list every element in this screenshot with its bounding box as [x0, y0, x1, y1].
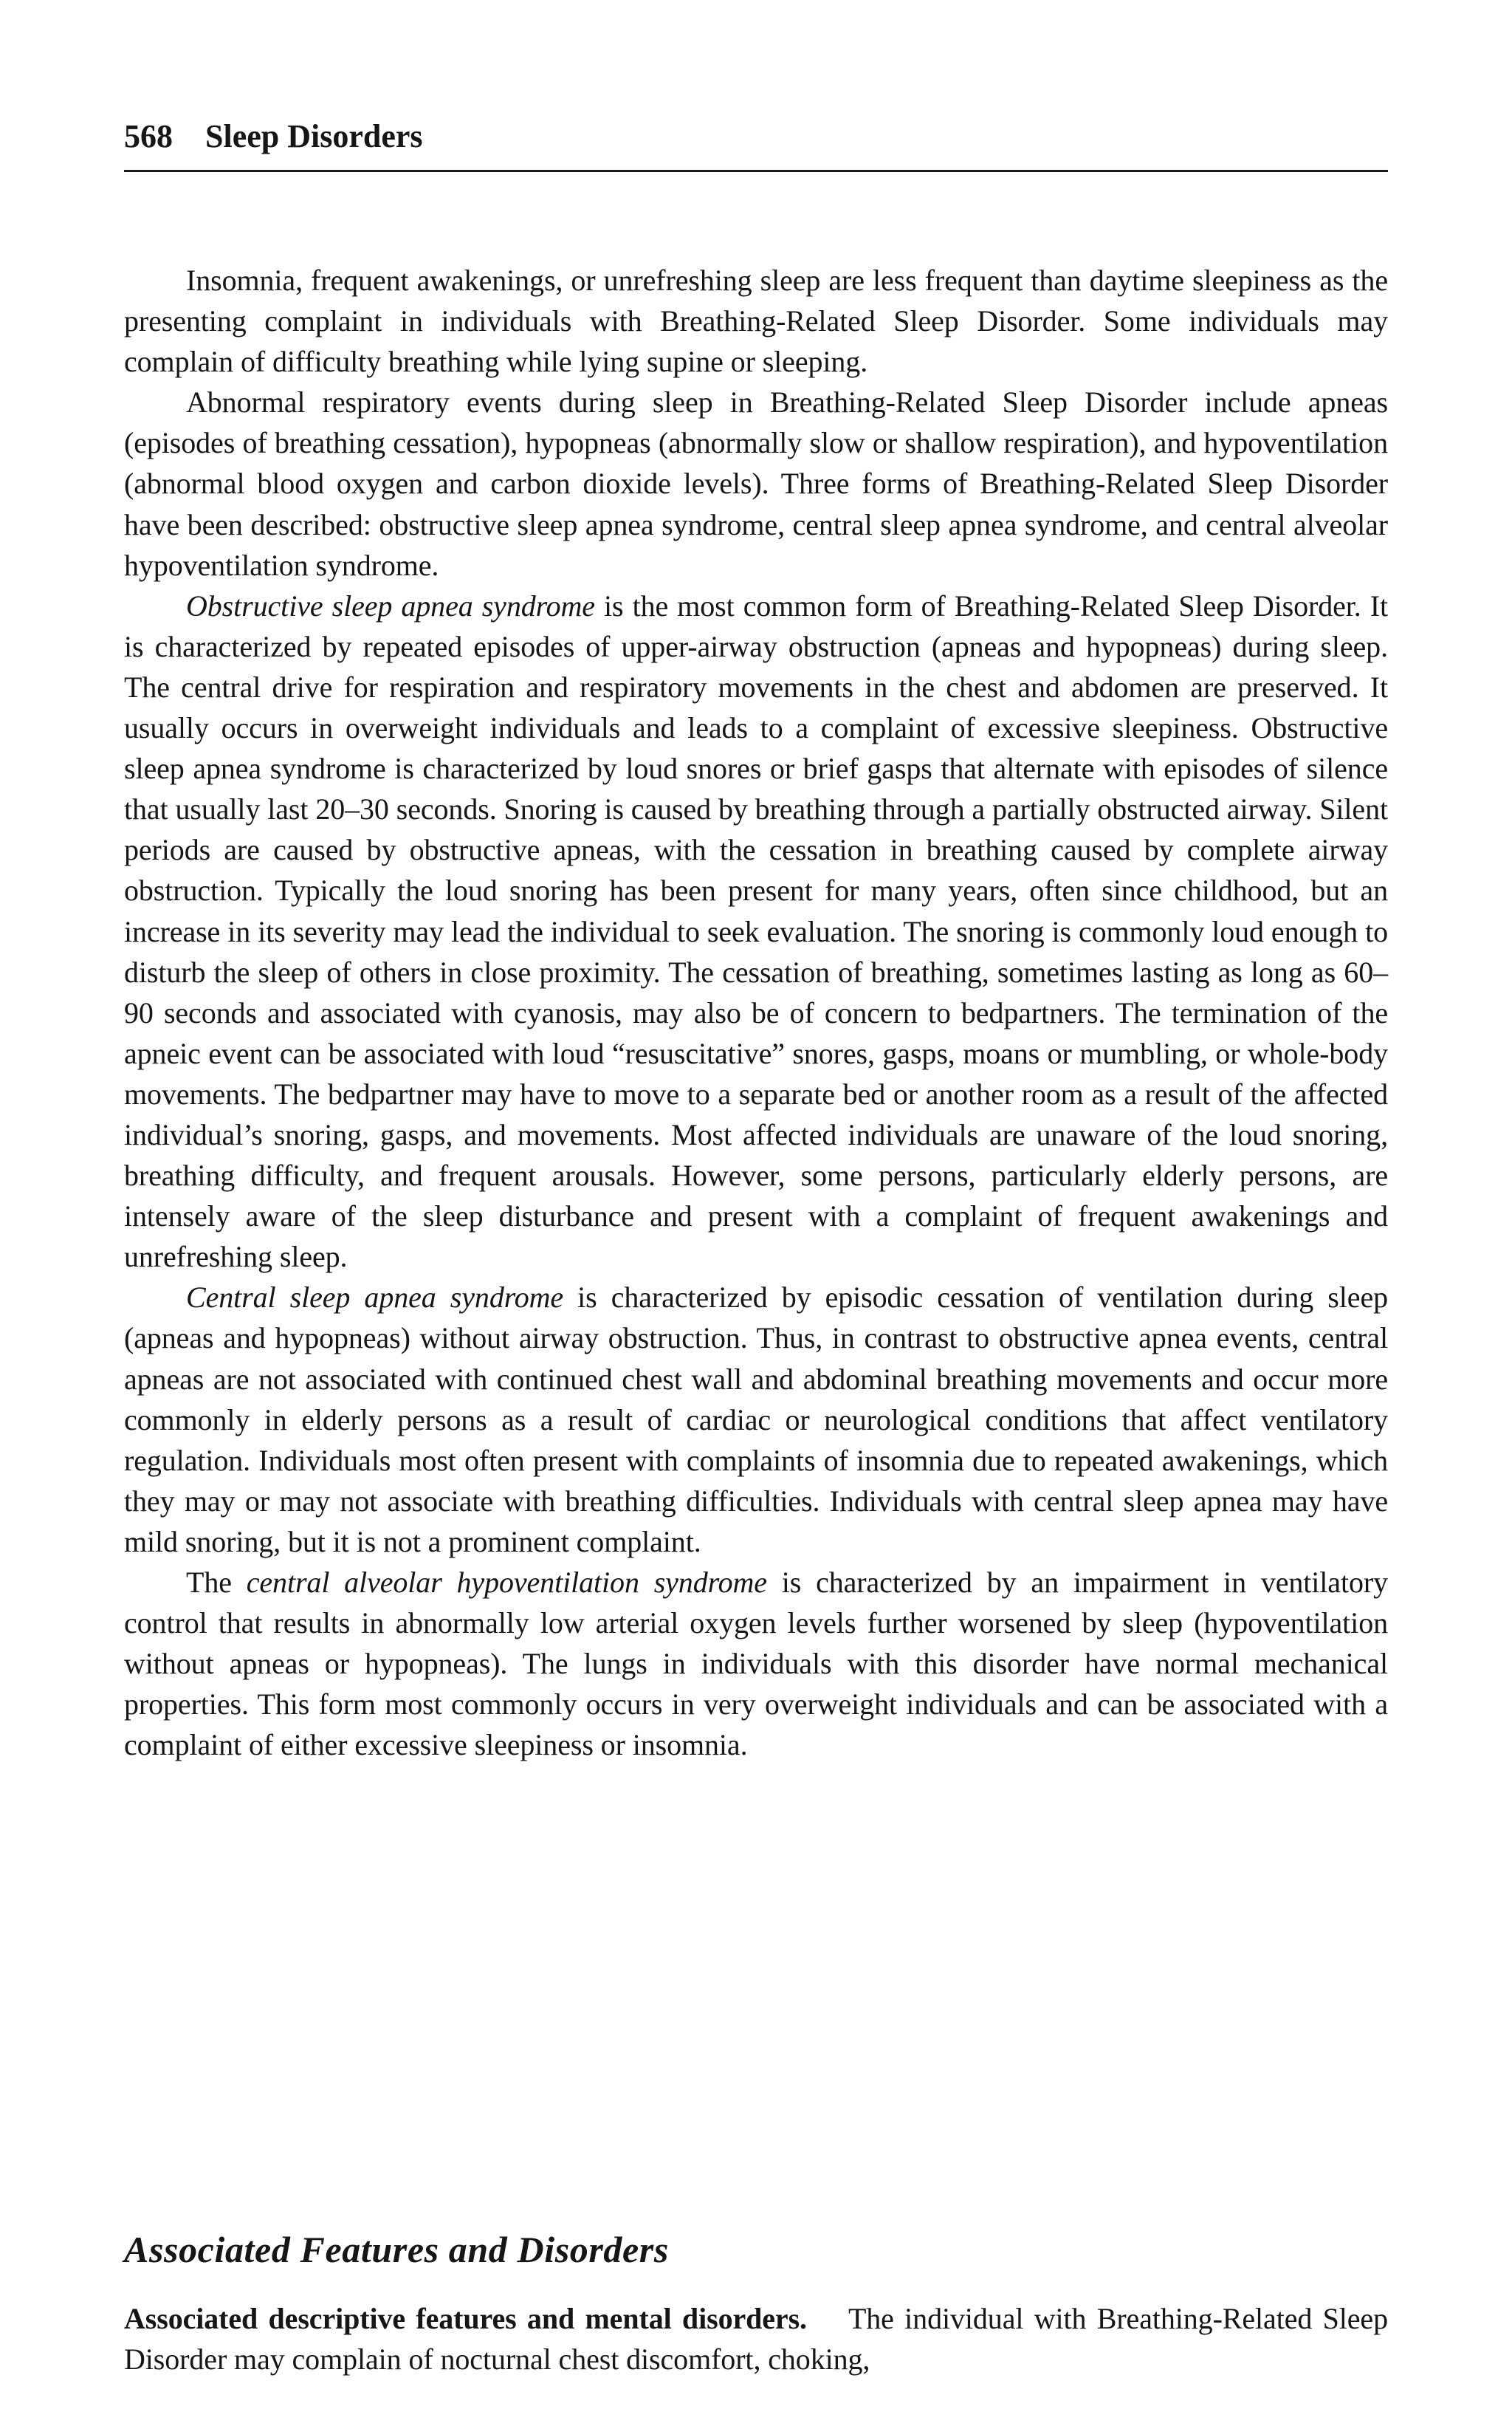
runin-heading: Associated descriptive features and mental disorders. — [124, 2302, 807, 2335]
paragraph-text: is the most common form of Breathing-Related Sleep Disorder. It is characterized by repeated episodes of upper-airway obstruction (apneas and hypopneas) during sleep. The central drive for respiration and respiratory movements in the chest and abdomen are preserved. It usually occurs in overweight individuals and leads to a complaint of excessive sleepiness. Obstructive sleep apnea syndrome is characterized by loud snores or brief gasps that alternate with episodes of silence that usually last 20–30 seconds. Snoring is caused by breathing through a partially obstructed airway. Silent periods are caused by obstructive apneas, with the cessation in breathing caused by complete airway obstruction. Typically the loud snoring has been present for many years, often since childhood, but an increase in its severity may lead the individual to seek evaluation. The snoring is commonly loud enough to disturb the sleep of others in close proximity. The cessation of breathing, sometimes lasting as long as 60–90 seconds and associated with cyanosis, may also be of concern to bedpartners. The termination of the apneic event can be associated with loud “resuscitative” snores, gasps, moans or mumbling, or whole-body movements. The bedpartner may have to move to a separate bed or another room as a result of the affected individual’s snoring, gasps, and movements. Most affected individuals are unaware of the loud snoring, breathing difficulty, and frequent arousals. However, some persons, particularly elderly persons, are intensely aware of the sleep disturbance and present with a complaint of frequent awakenings and unrefreshing sleep. — [124, 589, 1389, 1274]
term-central-alveolar-hypoventilation: central alveolar hypoventilation syndrome — [246, 1566, 767, 1599]
paragraph-insomnia — [124, 260, 1388, 382]
paragraph-lead: The — [186, 1566, 247, 1599]
paragraph-obstructive-sleep-apnea — [124, 586, 1388, 1278]
page-number: 568 — [124, 118, 173, 154]
running-head — [124, 118, 1388, 172]
paragraph-central-sleep-apnea — [124, 1277, 1388, 1562]
running-head-title: Sleep Disorders — [205, 118, 423, 154]
paragraph-text: Abnormal respiratory events during sleep in Breathing-Related Sleep Disorder include apneas (episodes of breathing cessation), hypopneas (abnormally slow or shallow respiration), and hypoventilation (abnormal blood oxygen and carbon dioxide levels). Three forms of Breathing-Related Sleep Disorder have been described: obstructive sleep apnea syndrome, central sleep apnea syndrome, and central alveolar hypoventilation syndrome. — [124, 385, 1388, 582]
book-page — [124, 103, 1388, 2378]
paragraph-text: is characterized by an impairment in ventilatory control that results in abnormally low arterial oxygen levels further worsened by sleep (hypoventilation without apneas or hypopneas). The lungs in individuals with this disorder have normal mechanical properties. This form most commonly occurs in very overweight individuals and can be associated with a complaint of either excessive sleepiness or insomnia. — [124, 1566, 1388, 1762]
body-text — [124, 260, 1388, 1765]
paragraph-text: is characterized by episodic cessation of ventilation during sleep (apneas and hypopneas) without airway obstruction. Thus, in contrast to obstructive apnea events, central apneas are not associated with continued chest wall and abdominal breathing movements and occur more commonly in elderly persons as a result of cardiac or neurological conditions that affect ventilatory regulation. Individuals most often present with complaints of insomnia due to repeated awakenings, which they may or may not associate with breathing difficulties. Individuals with central sleep apnea may have mild snoring, but it is not a prominent complaint. — [124, 1281, 1388, 1558]
paragraph-respiratory-events — [124, 382, 1388, 585]
term-obstructive-sleep-apnea: Obstructive sleep apnea syndrome — [186, 589, 595, 623]
section-heading: Associated Features and Disorders — [124, 2229, 669, 2270]
term-central-sleep-apnea: Central sleep apnea syndrome — [186, 1281, 564, 1315]
paragraph-central-alveolar-hypoventilation — [124, 1562, 1388, 1765]
paragraph-text: Insomnia, frequent awakenings, or unrefreshing sleep are less frequent than daytime sleepiness as the presenting complaint in individuals with Breathing-Related Sleep Disorder. Some individuals may complain of difficulty breathing while lying supine or sleeping. — [124, 264, 1388, 379]
paragraph-text: The individual with Breathing-Related Sleep Disorder may complain of nocturnal chest discomfort, choking, — [124, 2302, 1388, 2377]
associated-features-paragraph — [124, 2298, 1388, 2379]
